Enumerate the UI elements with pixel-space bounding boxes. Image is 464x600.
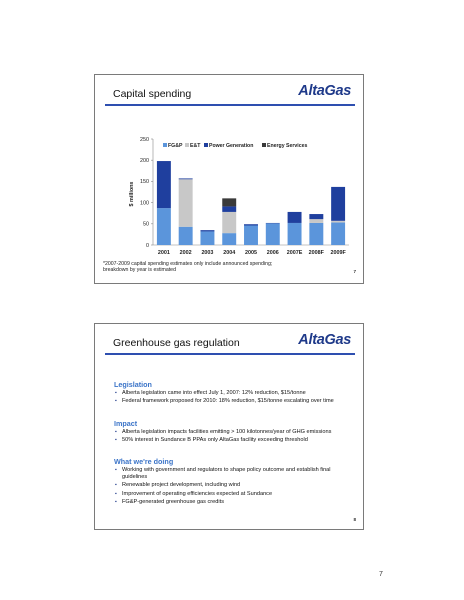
capital-spending-chart [95, 75, 365, 285]
bar-segment [331, 223, 345, 245]
section-heading-impact: Impact [114, 419, 138, 428]
y-tick-label: 50 [143, 221, 149, 228]
slide-title: Capital spending [113, 88, 192, 100]
list-item: ▪ 50% interest in Sundance B PPAs only AltaGas facility exceeding threshold [115, 437, 351, 444]
slide-greenhouse-gas [94, 323, 364, 530]
bar-segment [200, 231, 214, 245]
y-tick-label: 100 [140, 200, 149, 207]
slide-number: 7 [353, 269, 356, 274]
slide-title: Greenhouse gas regulation [113, 337, 240, 349]
bar-segment [222, 233, 236, 245]
bar-segment [179, 227, 193, 245]
bar-segment [222, 212, 236, 233]
legend-label: FG&P [168, 143, 183, 149]
bar-segment [244, 224, 258, 225]
slide-capital-spending [94, 74, 364, 284]
bar-segment [179, 178, 193, 179]
bar-segment [288, 223, 302, 245]
x-tick-label: 2004 [223, 250, 236, 256]
list-item: ▪ FG&P-generated greenhouse gas credits [115, 499, 351, 506]
list-item: ▪ Renewable project development, including wind [115, 482, 351, 489]
bar-segment [222, 206, 236, 212]
legend-swatch [185, 143, 189, 147]
list-item: ▪ Alberta legislation came into effect July 1, 2007: 12% reduction, $15/tonne [115, 390, 351, 397]
footnote-line-2: breakdown by year is estimated [103, 267, 176, 274]
legend-label: E&T [190, 143, 201, 149]
list-item: ▪ Working with government and regulators to shape policy outcome and establish final guidelines [115, 467, 351, 481]
section-heading-what-were-doing: What we're doing [114, 457, 174, 466]
bar-segment [309, 214, 323, 219]
y-axis-title: $ millions [129, 181, 135, 207]
bar-segment [331, 187, 345, 221]
bar-segment [309, 219, 323, 223]
y-tick-label: 250 [140, 136, 149, 143]
legend-swatch [262, 143, 266, 147]
list-item: ▪ Federal framework proposed for 2010: 18% reduction, $15/tonne escalating over time [115, 398, 351, 405]
footnote-line-1: *2007-2009 capital spending estimates only include announced spending; [103, 261, 273, 267]
x-tick-label: 2007E [286, 250, 303, 256]
x-tick-label: 2001 [157, 250, 170, 256]
legend-label: Power Generation [209, 143, 254, 149]
bar-segment [200, 230, 214, 231]
impact-list [115, 429, 351, 446]
title-rule [105, 353, 355, 355]
bar-segment [157, 208, 171, 245]
legend-label: Energy Services [267, 143, 308, 149]
altagas-logo: AltaGas [298, 83, 351, 99]
x-tick-label: 2003 [201, 250, 214, 256]
x-tick-label: 2006 [266, 250, 279, 256]
legislation-list [115, 390, 351, 407]
legend-swatch [163, 143, 167, 147]
y-tick-label: 150 [140, 179, 149, 186]
bar-segment [222, 198, 236, 206]
x-tick-label: 2008F [308, 250, 324, 256]
x-tick-label: 2009F [330, 250, 346, 256]
slide-number: 8 [353, 517, 356, 522]
section-heading-legislation: Legislation [114, 380, 152, 389]
x-tick-label: 2002 [179, 250, 192, 256]
bar-segment [309, 223, 323, 245]
y-tick-label: 0 [146, 242, 149, 249]
legend-swatch [204, 143, 208, 147]
x-tick-label: 2005 [245, 250, 257, 256]
actions-list [115, 467, 351, 507]
page-number: 7 [379, 571, 383, 578]
bar-segment [266, 223, 280, 245]
bar-segment [157, 161, 171, 208]
bar-segment [179, 179, 193, 226]
bar-segment [288, 212, 302, 223]
footnote [103, 261, 333, 273]
list-item: ▪ Improvement of operating efficiencies expected at Sundance [115, 491, 351, 498]
list-item: ▪ Alberta legislation impacts facilities emitting > 100 kilotonnes/year of GHG emissions [115, 429, 351, 436]
altagas-logo: AltaGas [298, 332, 351, 348]
bar-segment [244, 225, 258, 245]
bar-segment [331, 221, 345, 223]
y-tick-label: 200 [140, 158, 149, 164]
